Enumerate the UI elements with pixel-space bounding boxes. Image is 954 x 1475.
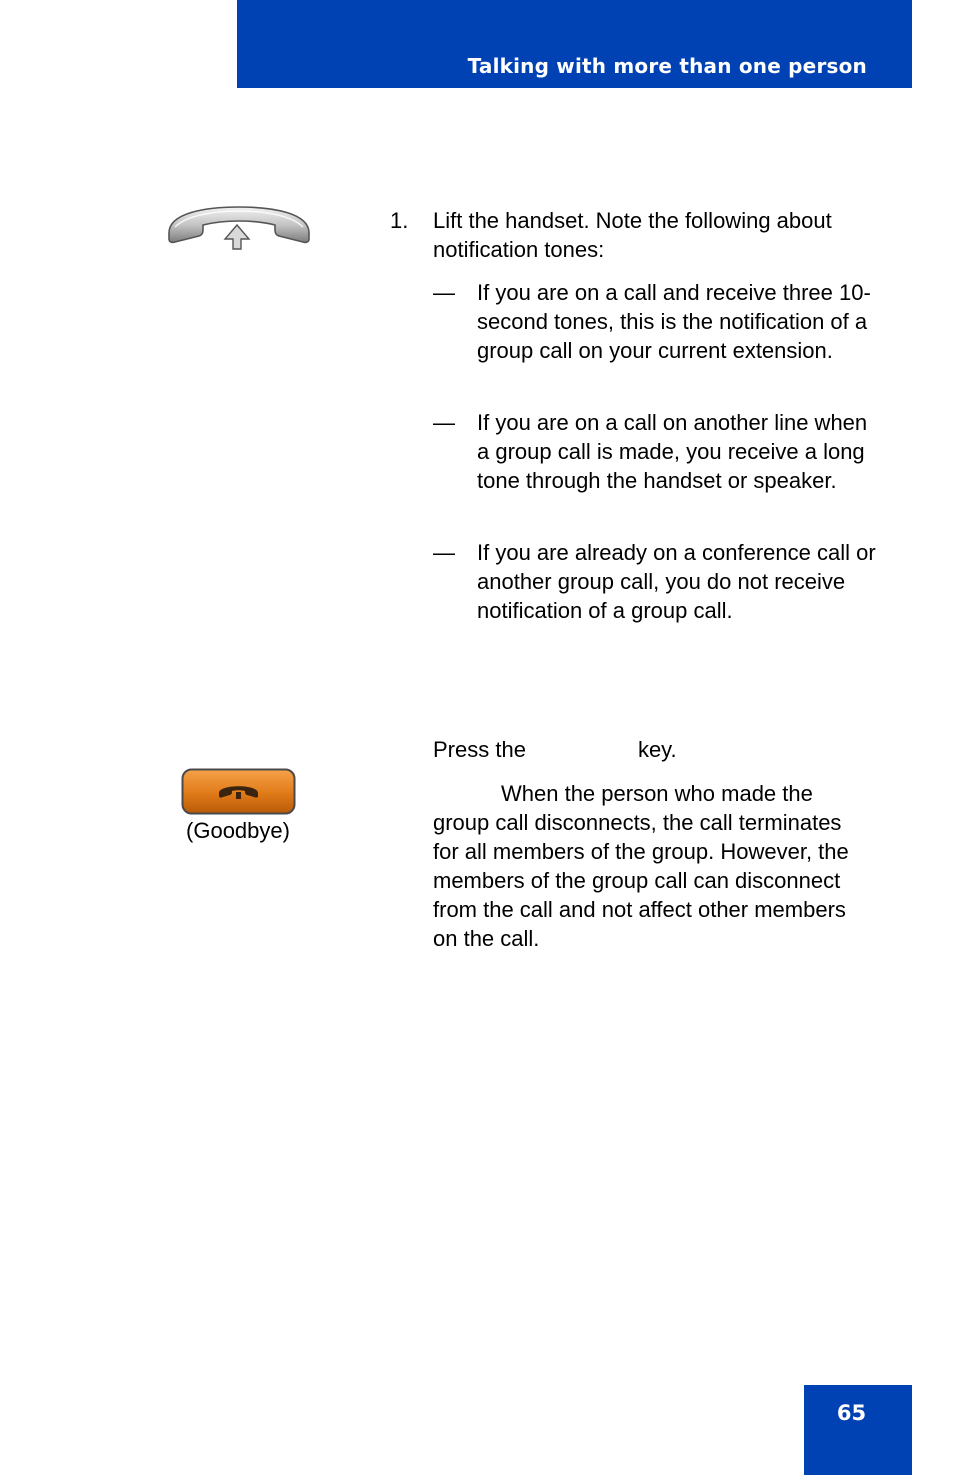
bullet-text: If you are already on a conference call or another group call, you do not receive notification of a group call. — [477, 540, 876, 623]
page-section-title: Talking with more than one person — [467, 54, 867, 78]
bullet-dash: — — [433, 280, 455, 305]
press-instruction — [433, 735, 873, 764]
header-bar — [237, 0, 912, 88]
page-number: 65 — [836, 1401, 867, 1425]
press-text-before: Press the — [433, 737, 526, 762]
page-number-box — [804, 1385, 912, 1475]
bullet-text: If you are on a call and receive three 10-second tones, this is the notification of a group call on your current extension. — [477, 280, 871, 363]
step-number: 1. — [390, 208, 409, 233]
bullet-dash: — — [433, 540, 455, 565]
press-text-after: key. — [637, 737, 677, 762]
bullet-dash: — — [433, 410, 455, 435]
goodbye-key-caption: (Goodbye) — [186, 818, 290, 843]
step-1-text: Lift the handset. Note the following about notification tones: — [433, 208, 832, 262]
goodbye-key-icon — [181, 768, 296, 815]
bullet-text: If you are on a call on another line when a group call is made, you receive a long tone through the handset or speaker. — [477, 410, 868, 493]
handset-lift-icon — [165, 203, 313, 253]
note-paragraph — [433, 779, 873, 953]
note-text: When the person who made the group call disconnects, the call terminates for all members of the group. However, the members of the group call can disconnect from the call and not affect other members on the call. — [433, 781, 849, 951]
